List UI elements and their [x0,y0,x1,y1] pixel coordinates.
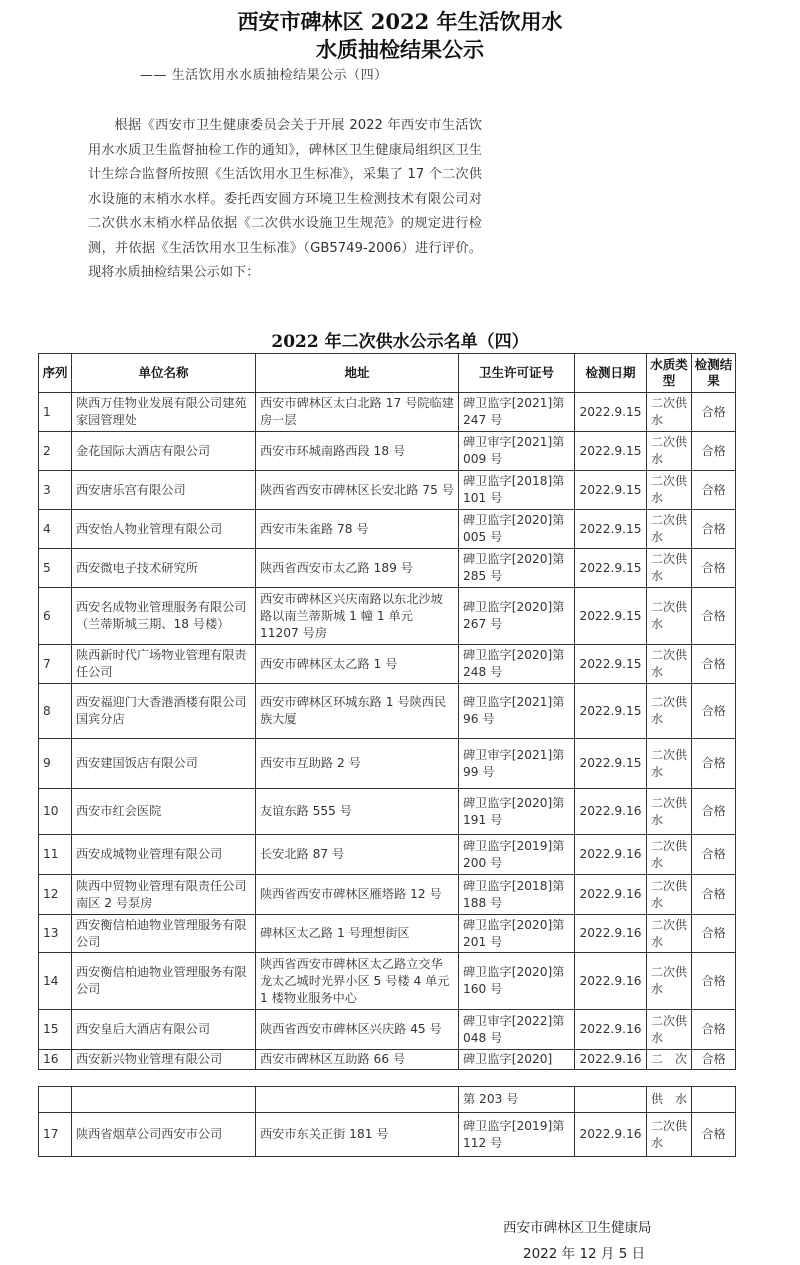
cell-license: 碑卫监字[2020]第 248 号 [459,645,575,684]
cell-result: 合格 [692,471,736,510]
cell-no: 14 [39,953,72,1010]
table-row [39,1050,736,1070]
cell-date: 2022.9.15 [575,588,647,645]
cell-address: 陕西省西安市碑林区长安北路 75 号 [256,471,459,510]
cell-water-type: 二次供水 [647,875,692,915]
doc-subtitle: —— 生活饮用水水质抽检结果公示（四） [140,68,388,83]
cell-name: 西安市红会医院 [72,789,256,835]
table-row [39,432,736,471]
cell-result: 合格 [692,1050,736,1070]
cell-name: 西安成城物业管理有限公司 [72,835,256,875]
cell-name: 西安建国饭店有限公司 [72,739,256,789]
cell-date: 2022.9.16 [575,1050,647,1070]
cell-name: 陕西中贸物业管理有限责任公司南区 2 号泵房 [72,875,256,915]
cell-name: 西安福迎门大香港酒楼有限公司国宾分店 [72,684,256,739]
cell-date: 2022.9.16 [575,1113,647,1157]
cell-no: 15 [39,1010,72,1050]
table-row [39,875,736,915]
cell-no: 4 [39,510,72,549]
table-row [39,739,736,789]
cell-water-type: 二次供水 [647,588,692,645]
table-row [39,645,736,684]
cell-no: 9 [39,739,72,789]
cell-name: 西安怡人物业管理有限公司 [72,510,256,549]
cell-no: 6 [39,588,72,645]
cell-no: 7 [39,645,72,684]
cell-water-type: 二次供水 [647,789,692,835]
cell-water-type: 二次供水 [647,432,692,471]
cell-no: 5 [39,549,72,588]
cell-name: 西安名成物业管理服务有限公司（兰蒂斯城三期、18 号楼） [72,588,256,645]
cell-result: 合格 [692,953,736,1010]
cell-license: 碑卫监字[2020]第 160 号 [459,953,575,1010]
cell-address: 西安市碑林区太白北路 17 号院临建房一层 [256,393,459,432]
cell-date: 2022.9.16 [575,875,647,915]
results-table-continued [38,1086,736,1157]
cell-address: 友谊东路 555 号 [256,789,459,835]
intro-paragraph: 根据《西安市卫生健康委员会关于开展 2022 年西安市生活饮用水水质卫生监督抽检工作的通知》，碑林区卫生健康局组织区卫生计生综合监督所按照《生活饮用水卫生标准》，采集了 17 个二次供水设施的末梢水水样。委托西安圆方环境卫生检测技术有限公司对二次供水末梢水样品依据《二次供水设施卫生规范》的规定进行检测，并依据《生活饮用水卫生标准》（GB5749-2006）进行评价。现将水质抽检结果公示如下： [88,118,482,280]
cell-result: 合格 [692,789,736,835]
table-row [39,510,736,549]
cell-result: 合格 [692,1010,736,1050]
cell-water-type: 二次供水 [647,645,692,684]
cell-no: 10 [39,789,72,835]
cell-name: 金花国际大酒店有限公司 [72,432,256,471]
cell-date: 2022.9.16 [575,1010,647,1050]
cell-water-type: 供水 [647,1087,692,1113]
cell-no: 2 [39,432,72,471]
cell-address: 西安市东关正街 181 号 [256,1113,459,1157]
cell-name: 西安衡信柏迪物业管理服务有限公司 [72,915,256,953]
cell-address: 西安市碑林区环城东路 1 号陕西民族大厦 [256,684,459,739]
footer-org: 西安市碑林区卫生健康局 [503,1220,652,1236]
table-row [39,1010,736,1050]
cell-water-type: 二次供水 [647,953,692,1010]
cell-license: 碑卫监字[2021]第 96 号 [459,684,575,739]
cell-water-type: 二次供水 [647,1113,692,1157]
continuation-row [39,1087,736,1113]
cell-date: 2022.9.15 [575,684,647,739]
cell-water-type: 二次 [647,1050,692,1070]
cell-name: 西安微电子技术研究所 [72,549,256,588]
cell-license: 碑卫监字[2019]第 112 号 [459,1113,575,1157]
table-row [39,471,736,510]
cell-name: 陕西省烟草公司西安市公司 [72,1113,256,1157]
table-row [39,953,736,1010]
cell-address: 西安市环城南路西段 18 号 [256,432,459,471]
table-row [39,789,736,835]
cell-license: 碑卫监字[2020]第 285 号 [459,549,575,588]
cell-address: 陕西省西安市碑林区兴庆路 45 号 [256,1010,459,1050]
cell-license: 碑卫监字[2020]第 005 号 [459,510,575,549]
table-row [39,684,736,739]
cell-no: 16 [39,1050,72,1070]
cell-result: 合格 [692,432,736,471]
table-body [39,393,736,1070]
cell-result: 合格 [692,1113,736,1157]
cell-no: 12 [39,875,72,915]
cell-license: 碑卫监字[2018]第 101 号 [459,471,575,510]
table-header-row [39,354,736,393]
cell-address: 西安市碑林区互助路 66 号 [256,1050,459,1070]
cell-name: 陕西万佳物业发展有限公司建苑家园管理处 [72,393,256,432]
cell-result: 合格 [692,393,736,432]
cell-license: 碑卫审字[2021]第 99 号 [459,739,575,789]
cell-address: 陕西省西安市碑林区雁塔路 12 号 [256,875,459,915]
cell-water-type: 二次供水 [647,510,692,549]
cell-date: 2022.9.16 [575,953,647,1010]
table-row [39,915,736,953]
cell-name: 西安衡信柏迪物业管理服务有限公司 [72,953,256,1010]
cell-water-type: 二次供水 [647,915,692,953]
cell-date: 2022.9.16 [575,789,647,835]
cell-water-type: 二次供水 [647,739,692,789]
cell-no: 13 [39,915,72,953]
footer-date: 2022 年 12 月 5 日 [523,1246,646,1262]
cell-water-type: 二次供水 [647,684,692,739]
cell-license: 碑卫审字[2021]第 009 号 [459,432,575,471]
cell-license: 碑卫监字[2021]第 247 号 [459,393,575,432]
table-row [39,1113,736,1157]
cell-date: 2022.9.15 [575,645,647,684]
cell-no: 3 [39,471,72,510]
cell-license: 碑卫监字[2020]第 191 号 [459,789,575,835]
cell-date: 2022.9.15 [575,510,647,549]
cell-address: 陕西省西安市碑林区太乙路立交华龙太乙城时光界小区 5 号楼 4 单元 1 楼物业服务中心 [256,953,459,1010]
cell-address: 陕西省西安市太乙路 189 号 [256,549,459,588]
cell-result: 合格 [692,915,736,953]
doc-title-line1: 西安市碑林区 2022 年生活饮用水 [237,9,563,34]
table-row [39,835,736,875]
cell-water-type: 二次供水 [647,393,692,432]
table-body-continued [39,1087,736,1157]
cell-result: 合格 [692,875,736,915]
cell-date: 2022.9.15 [575,549,647,588]
cell-result: 合格 [692,588,736,645]
cell-date: 2022.9.15 [575,432,647,471]
cell-name: 西安新兴物业管理有限公司 [72,1050,256,1070]
cell-result: 合格 [692,835,736,875]
cell-name: 陕西新时代广场物业管理有限责任公司 [72,645,256,684]
cell-address: 西安市互助路 2 号 [256,739,459,789]
table-row [39,549,736,588]
cell-result: 合格 [692,549,736,588]
cell-result: 合格 [692,739,736,789]
cell-no: 8 [39,684,72,739]
cell-water-type: 二次供水 [647,549,692,588]
doc-title-line2: 水质抽检结果公示 [316,37,484,62]
cell-license: 碑卫监字[2018]第 188 号 [459,875,575,915]
cell-address: 西安市朱雀路 78 号 [256,510,459,549]
cell-name: 西安皇后大酒店有限公司 [72,1010,256,1050]
header-license: 卫生许可证号 [459,354,575,393]
cell-date: 2022.9.16 [575,915,647,953]
cell-date: 2022.9.16 [575,835,647,875]
cell-result: 合格 [692,645,736,684]
cell-license: 碑卫监字[2019]第 200 号 [459,835,575,875]
table-row [39,393,736,432]
cell-date: 2022.9.15 [575,393,647,432]
cell-water-type: 二次供水 [647,471,692,510]
cell-no: 1 [39,393,72,432]
cell-water-type: 二次供水 [647,1010,692,1050]
cell-address: 西安市碑林区兴庆南路以东北沙坡路以南兰蒂斯城 1 幢 1 单元 11207 号房 [256,588,459,645]
cell-result: 合格 [692,684,736,739]
header-date: 检测日期 [575,354,647,393]
cell-result: 合格 [692,510,736,549]
header-water-type: 水质类型 [647,354,692,393]
cell-address: 长安北路 87 号 [256,835,459,875]
table-title: 2022 年二次供水公示名单（四） [271,332,529,352]
cell-address: 西安市碑林区太乙路 1 号 [256,645,459,684]
cell-address: 碑林区太乙路 1 号理想街区 [256,915,459,953]
cell-license: 碑卫监字[2020] [459,1050,575,1070]
header-result: 检测结果 [692,354,736,393]
header-name: 单位名称 [72,354,256,393]
table-row [39,588,736,645]
cell-date: 2022.9.15 [575,739,647,789]
cell-license: 碑卫监字[2020]第 267 号 [459,588,575,645]
cell-date: 2022.9.15 [575,471,647,510]
cell-no: 11 [39,835,72,875]
cell-license: 第 203 号 [459,1087,575,1113]
cell-name: 西安唐乐宫有限公司 [72,471,256,510]
results-table [38,353,736,1070]
cell-license: 碑卫监字[2020]第 201 号 [459,915,575,953]
header-no: 序列 [39,354,72,393]
header-address: 地址 [256,354,459,393]
cell-no: 17 [39,1113,72,1157]
cell-water-type: 二次供水 [647,835,692,875]
cell-license: 碑卫审字[2022]第 048 号 [459,1010,575,1050]
